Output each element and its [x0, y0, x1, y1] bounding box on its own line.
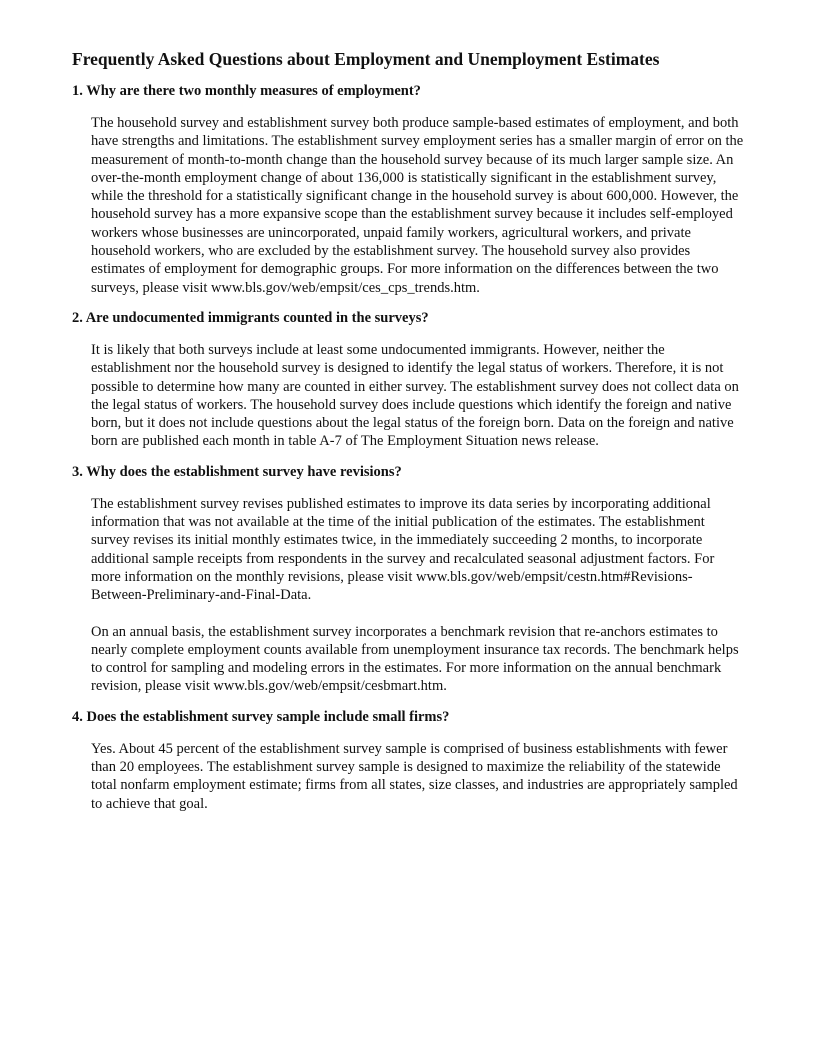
- faq-1-question: 1. Why are there two monthly measures of employment?: [72, 83, 421, 99]
- faq-3-question: 3. Why does the establishment survey have revisions?: [72, 463, 402, 480]
- document-title: Frequently Asked Questions about Employment and Unemployment Estimates: [72, 49, 660, 69]
- document-page: [72, 48, 747, 825]
- faq-4-paragraph-1: Yes. About 45 percent of the establishment survey sample is comprised of business establishments with fewer than 20 employees. The establishment survey sample is designed to maximize the reliability of the statewide total nonfarm employment estimate; firms from all states, size classes, and industries are appropriately sampled to achieve that goal.: [91, 740, 738, 812]
- faq-2-question: 2. Are undocumented immigrants counted in the surveys?: [72, 309, 429, 326]
- faq-2: [72, 309, 747, 451]
- faq-1-answer: [91, 114, 746, 297]
- faq-4-question: 4. Does the establishment survey sample include small firms?: [72, 708, 450, 725]
- faq-3-paragraph-1: The establishment survey revises published estimates to improve its data series by incorporating additional information that was not available at the time of the initial publication of the estimates. The establishment survey revises its initial monthly estimates twice, in the immediately succeeding 2 months, to incorporate additional sample receipts from respondents in the survey and recalculated seasonal adjustment factors. For more information on the monthly revisions, please visit www.bls.gov/web/empsit/cestn.htm#Revisions-Between-Preliminary-and-Final-Data.: [91, 495, 715, 604]
- faq-3: [72, 463, 747, 696]
- faq-4-answer: [91, 740, 746, 813]
- faq-1: [72, 82, 747, 297]
- faq-1-paragraph-1: The household survey and establishment survey both produce sample-based estimates of employment, and both have strengths and limitations. The establishment survey employment series has a smaller margin of error on the measurement of month-to-month change than the household survey because of its much larger sample size. An over-the-month employment change of about 136,000 is statistically significant in the establishment survey, while the threshold for a statistically significant change in the household survey is about 600,000. However, the household survey has a more expansive scope than the establishment survey because it includes self-employed workers whose businesses are unincorporated, unpaid family workers, agricultural workers, and private household workers, who are excluded by the establishment survey. The household survey also provides estimates of employment for demographic groups. For more information on the differences between the two surveys, please visit www.bls.gov/web/empsit/ces_cps_trends.htm.: [91, 115, 744, 296]
- faq-4: [72, 708, 747, 813]
- faq-2-answer: [91, 341, 746, 451]
- faq-3-paragraph-2: On an annual basis, the establishment survey incorporates a benchmark revision that re-anchors estimates to nearly complete employment counts available from unemployment insurance tax records. The benchmark helps to control for sampling and modeling errors in the estimates. For more information on the annual benchmark revision, please visit www.bls.gov/web/empsit/cesbmart.htm.: [91, 623, 739, 695]
- faq-2-paragraph-1: It is likely that both surveys include at least some undocumented immigrants. However, neither the establishment nor the household survey is designed to identify the legal status of workers. Therefore, it is not possible to determine how many are counted in either survey. The establishment survey does not collect data on the legal status of workers. The household survey does include questions which identify the foreign and native born, but it does not include questions about the legal status of the foreign born. Data on the foreign and native born are published each month in table A-7 of The Employment Situation news release.: [91, 341, 739, 450]
- faq-3-answer: [91, 495, 746, 696]
